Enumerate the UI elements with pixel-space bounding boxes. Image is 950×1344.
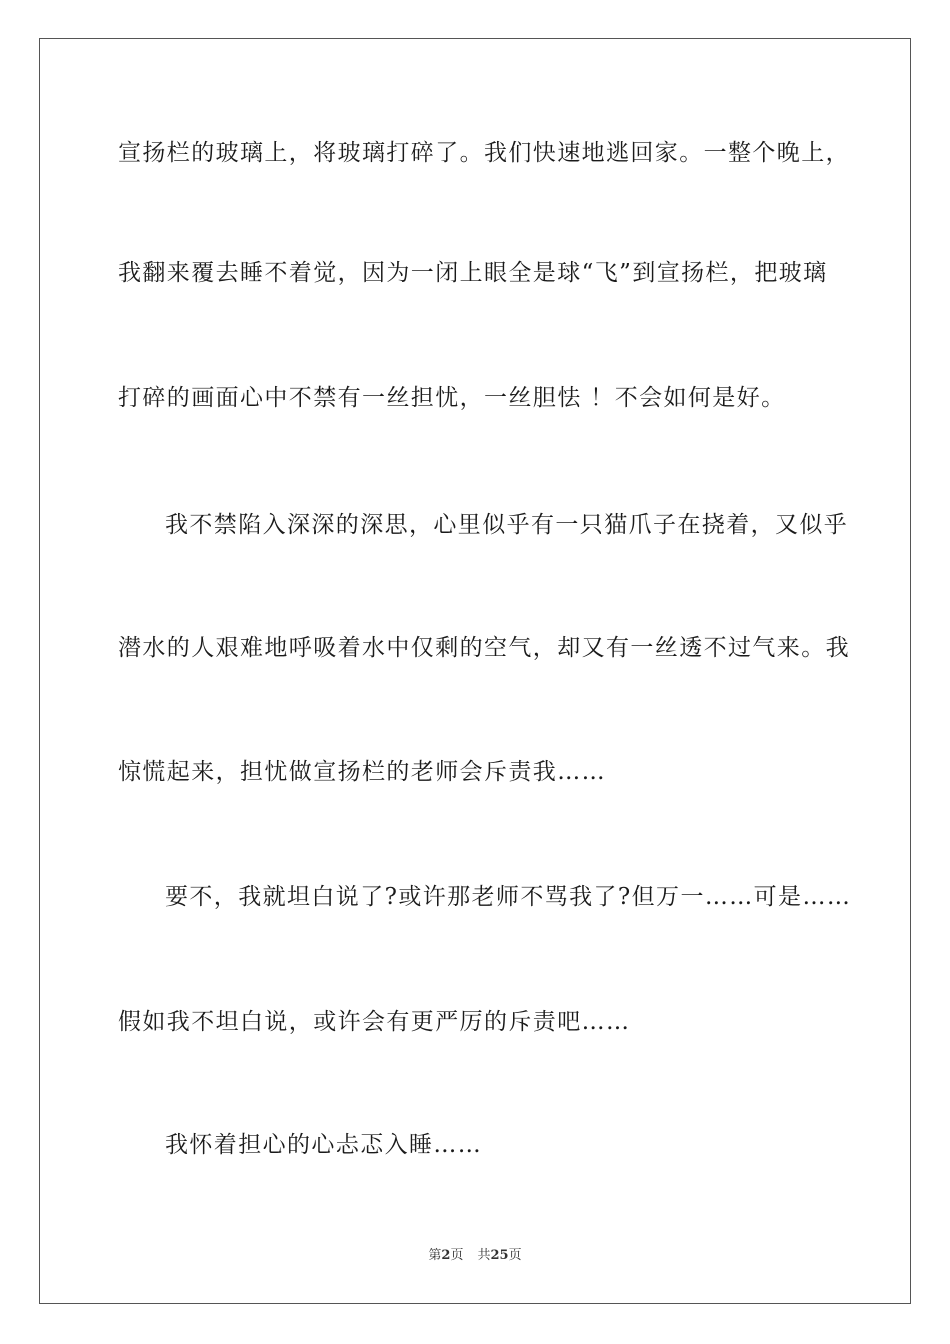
text-line: 潜水的人艰难地呼吸着水中仅剩的空气，却又有一丝透不过气来。我 — [118, 635, 850, 661]
total-page-count: 25 — [490, 1248, 509, 1263]
text-line: 假如我不坦白说，或许会有更严厉的斥责吧…… — [118, 1009, 631, 1035]
footer-prefix: 第 — [428, 1248, 442, 1263]
text-line: 宣扬栏的玻璃上，将玻璃打碎了。我们快速地逃回家。一整个晚上， — [118, 140, 850, 166]
text-line: 惊慌起来，担忧做宣扬栏的老师会斥责我…… — [118, 759, 606, 785]
footer-total-unit: 页 — [508, 1248, 522, 1263]
text-line-indented: 我怀着担心的心忐忑入睡…… — [165, 1132, 483, 1158]
page-border — [39, 38, 911, 1304]
text-line-indented: 要不，我就坦白说了?或许那老师不骂我了?但万一……可是…… — [165, 884, 852, 910]
text-line: 我翻来覆去睡不着觉，因为一闭上眼全是球“飞”到宣扬栏，把玻璃 — [118, 260, 828, 286]
footer-total-prefix: 共 — [477, 1248, 491, 1263]
footer-page-unit: 页 — [450, 1248, 464, 1263]
text-line: 打碎的画面心中不禁有一丝担忧，一丝胆怯 ！不会如何是好。 — [118, 385, 786, 411]
text-line-indented: 我不禁陷入深深的深思，心里似乎有一只猫爪子在挠着，又似乎 — [165, 512, 849, 538]
page-footer — [0, 1247, 950, 1265]
current-page-number: 2 — [441, 1248, 451, 1263]
